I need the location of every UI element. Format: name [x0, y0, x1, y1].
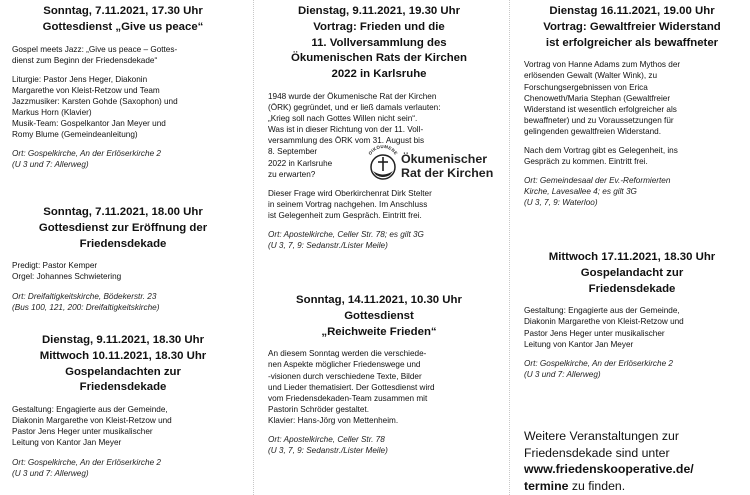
event-gospel-devotions [12, 333, 234, 479]
column-divider [509, 0, 510, 495]
event-body-2 [524, 145, 740, 167]
text-line: gelingenden gewaltfreien Widerstand. [524, 126, 662, 136]
text-line: Sonntag, 7.11.2021, 17.30 Uhr [43, 5, 203, 17]
text-line: Forschungsergebnissen von Erica [524, 82, 648, 92]
event-body-2 [268, 188, 490, 221]
text-line: (U 3, 7, 9: Sedanstr./Lister Meile) [268, 446, 388, 456]
text-line: Ort: Apostelkirche, Celler Str. 78 [268, 435, 385, 445]
event-opening-service [12, 205, 234, 313]
logo-line-1: Ökumenischer [401, 151, 488, 166]
text-line: Kirche, Lavesallee 4; es gilt 3G [524, 187, 637, 197]
text-line: Gospel meets Jazz: „Give us peace – Gottes- [12, 44, 178, 54]
text-line: Sonntag, 14.11.2021, 10.30 Uhr [296, 294, 462, 306]
text-line: Gottesdienst „Give us peace“ [42, 20, 204, 33]
text-line: „Reichweite Frieden“ [321, 325, 437, 338]
logo-arc-text: OIKOUMENE [367, 144, 399, 156]
text-line: Sonntag, 7.11.2021, 18.00 Uhr [43, 206, 203, 218]
text-line: Gospelandacht zur [580, 266, 684, 279]
more-suffix: zu finden. [568, 478, 626, 493]
oikoumene-ship-icon [366, 145, 400, 185]
text-line: Pastor Jens Heger unter musikalischer [524, 328, 665, 338]
column-divider [253, 0, 254, 495]
text-line: in seinem Vortrag nachgehen. Im Anschluss [268, 199, 428, 209]
text-line: Dienstag, 9.11.2021, 18.30 Uhr [41, 334, 205, 346]
text-line: An diesem Sonntag werden die verschiede- [268, 349, 427, 359]
text-line: Was ist in dieser Richtung von der 11. Voll- [268, 125, 424, 135]
text-line: versammlung des ÖRK vom 31. August bis [268, 136, 425, 146]
text-line: Ort: Gemeindesaal der Ev.-Reformierten [524, 176, 671, 186]
text-line: 1948 wurde der Ökumenische Rat der Kirchen [268, 91, 437, 101]
text-line: (U 3 und 7: Allerweg) [524, 369, 601, 379]
text-line: ist Gelegenheit zum Gespräch. Eintritt frei. [268, 210, 422, 220]
text-line: (U 3 und 7: Allerweg) [12, 468, 89, 478]
more-line-2: Friedensdekade sind unter [524, 445, 670, 460]
text-line: Jazzmusiker: Karsten Gohde (Saxophon) und [12, 96, 178, 106]
more-events-note [524, 428, 740, 494]
text-line: Diakonin Margarethe von Kleist-Retzow und [12, 416, 172, 426]
event-heading [12, 205, 234, 252]
event-location [268, 434, 490, 456]
event-credits [524, 305, 740, 349]
event-location [524, 358, 740, 380]
event-credits [12, 260, 234, 282]
event-reichweite-frieden [268, 293, 490, 456]
more-url-1[interactable]: www.friedenskooperative.de/ [524, 462, 694, 477]
text-line: Friedensdekade [79, 237, 167, 250]
text-line: Chenoweth/Maria Stephan (Gewaltfreier [524, 93, 671, 103]
text-line: Predigt: Pastor Kemper [12, 261, 98, 271]
event-gospel-devotion-17 [524, 250, 740, 380]
text-line: Ort: Gospelkirche, An der Erlöserkirche 2 [12, 457, 161, 467]
logo-wordmark [401, 152, 493, 180]
more-url-line-2 [524, 478, 740, 495]
event-location [12, 457, 234, 479]
text-line: Friedensdekade [79, 381, 167, 394]
text-line: (Bus 100, 121, 200: Dreifaltigkeitskirche) [12, 302, 160, 312]
text-line: Markus Horn (Klavier) [12, 108, 92, 118]
text-line: (U 3 und 7: Allerweg) [12, 160, 89, 170]
text-line: Friedensdekade [588, 282, 676, 295]
text-line: vom Friedensdekaden-Team zusammen mit [268, 393, 428, 403]
more-url-line-1 [524, 461, 740, 478]
text-line: Musik-Team: Gospelkantor Jan Meyer und [12, 119, 166, 129]
event-location [524, 175, 740, 208]
text-line: Gospelandachten zur [65, 365, 181, 378]
text-line: und Lieder thematisiert. Der Gottesdienst wird [268, 382, 435, 392]
text-line: 2022 in Karlsruhe [268, 158, 333, 168]
text-line: dienst zum Beginn der Friedensdekade“ [12, 55, 158, 65]
text-line: Ökumenischen Rats der Kirchen [291, 52, 467, 65]
event-location [12, 148, 234, 170]
text-line: Dienstag 16.11.2021, 19.00 Uhr [549, 5, 715, 17]
text-line: Ort: Dreifaltigkeitskirche, Bödekerstr. 23 [12, 291, 157, 301]
text-line: 2022 in Karlsruhe [331, 68, 427, 81]
text-line: Klavier: Hans-Jörg von Mettenheim. [268, 415, 399, 425]
text-line: Ort: Gospelkirche, An der Erlöserkirche 2 [524, 358, 673, 368]
event-location [268, 229, 490, 251]
text-line: zu erwarten? [268, 169, 316, 179]
event-heading [12, 333, 234, 396]
more-url-2[interactable]: termine [524, 478, 569, 493]
text-line: Widerstand ist wesentlich erfolgreicher als [524, 104, 677, 114]
text-line: Mittwoch 10.11.2021, 18.30 Uhr [39, 349, 207, 362]
more-events-text [524, 428, 740, 494]
text-line: Dieser Frage wird Oberkirchenrat Dirk Stelter [268, 188, 432, 198]
text-line: 11. Vollversammlung des [311, 36, 447, 49]
text-line: bewaffneter) und zu Voraussetzungen für [524, 115, 674, 125]
event-credits [12, 74, 234, 141]
event-wcc-lecture [268, 4, 494, 251]
event-give-us-peace [12, 4, 234, 171]
text-line: ist erfolgreicher als bewaffneter [545, 36, 719, 49]
event-body-with-logo [268, 91, 494, 180]
logo-line-2: Rat der Kirchen [401, 165, 494, 180]
text-line: Vortrag: Frieden und die [313, 20, 445, 33]
text-line: Mittwoch 17.11.2021, 18.30 Uhr [548, 251, 716, 263]
event-heading [268, 4, 490, 83]
text-line: nen Aspekte möglicher Friedenswege und [268, 360, 421, 370]
event-heading [524, 4, 740, 51]
text-line: Pastor Jens Heger unter musikalischer [12, 427, 153, 437]
event-credits [12, 404, 234, 448]
event-heading [268, 293, 490, 340]
text-line: Liturgie: Pastor Jens Heger, Diakonin [12, 74, 148, 84]
text-line: Dienstag, 9.11.2021, 19.30 Uhr [297, 5, 461, 17]
text-line: Romy Blume (Gemeindeanleitung) [12, 130, 138, 140]
text-line: erlösenden Gewalt (Walter Wink), zu [524, 71, 658, 81]
event-body [268, 91, 490, 146]
text-line: Pastorin Schröder gestaltet. [268, 404, 370, 414]
text-line: -visionen durch verschiedene Texte, Bilder [268, 371, 422, 381]
event-intro [12, 44, 234, 66]
text-line: Orgel: Johannes Schwietering [12, 272, 122, 282]
text-line: Gespräch zu kommen. Eintritt frei. [524, 157, 648, 167]
text-line: Ort: Gospelkirche, An der Erlöserkirche 2 [12, 149, 161, 159]
text-line: (ÖRK) gegründet, und er ließ damals verlauten: [268, 103, 441, 113]
text-line: 8. September [268, 147, 318, 157]
event-nonviolent-resistance [524, 4, 740, 209]
wcc-logo [366, 143, 494, 187]
text-line: Gottesdienst zur Eröffnung der [38, 221, 208, 234]
more-line-1: Weitere Veranstaltungen zur [524, 429, 679, 443]
text-line: Vortrag von Hanne Adams zum Mythos der [524, 60, 681, 70]
text-line: Diakonin Margarethe von Kleist-Retzow und [524, 317, 684, 327]
event-location [12, 291, 234, 313]
text-line: Ort: Apostelkirche, Celler Str. 78; es gilt 3G [268, 230, 424, 240]
text-line: Nach dem Vortrag gibt es Gelegenheit, ins [524, 146, 678, 156]
event-body [524, 59, 740, 137]
event-body [268, 348, 490, 426]
text-line: (U 3, 7, 9: Sedanstr./Lister Meile) [268, 241, 388, 251]
text-line: Gestaltung: Engagierte aus der Gemeinde, [12, 405, 168, 415]
text-line: Vortrag: Gewaltfreier Widerstand [543, 20, 721, 33]
text-line: „Krieg soll nach Gottes Willen nicht sein“. [268, 114, 418, 124]
text-line: Leitung von Kantor Jan Meyer [524, 339, 634, 349]
event-heading [524, 250, 740, 297]
text-line: Gestaltung: Engagierte aus der Gemeinde, [524, 306, 680, 316]
text-line: Leitung von Kantor Jan Meyer [12, 438, 122, 448]
text-line: (U 3, 7, 9: Waterloo) [524, 198, 598, 208]
event-heading [12, 4, 234, 36]
svg-text:OIKOUMENE [367, 145, 398, 156]
text-line: Margarethe von Kleist-Retzow und Team [12, 85, 160, 95]
text-line: Gottesdienst [344, 309, 414, 322]
